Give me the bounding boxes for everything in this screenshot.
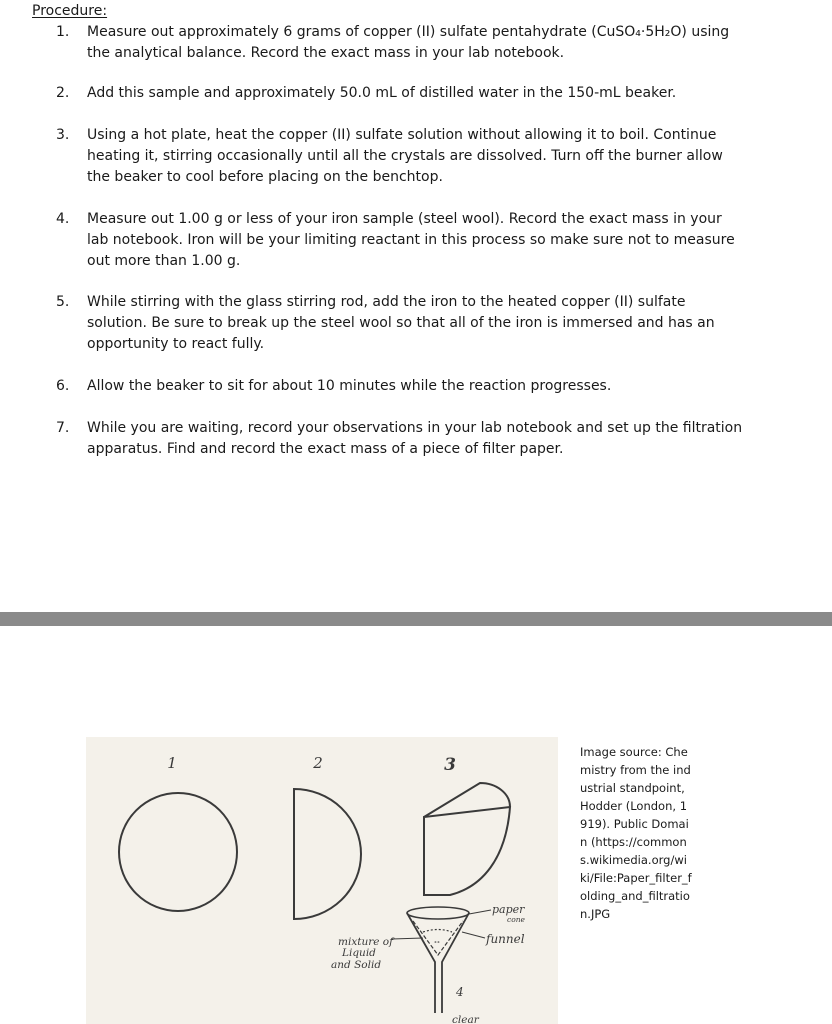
figure-label-funnel: funnel <box>486 932 525 946</box>
step-number: 7. <box>56 420 70 436</box>
page-divider <box>0 612 832 626</box>
step-text: Measure out approximately 6 grams of copper (II) sulfate pentahydrate (CuSO₄·5H₂O) using the analytical balance. Record the exact mass in your lab notebook. <box>87 24 730 61</box>
step-number: 5. <box>56 294 70 310</box>
figure-label-step-2: 2 <box>313 754 323 772</box>
filter-folding-figure <box>86 737 558 1024</box>
figure-label-mixture-line1: mixture of <box>338 936 393 948</box>
figure-label-mixture-line2: Liquid <box>342 947 376 959</box>
figure-label-step-3: 3 <box>444 755 456 775</box>
figure-label-clear: clear <box>452 1014 479 1024</box>
figure-label-mixture-line3: and Solid <box>331 959 382 971</box>
step-number: 3. <box>56 127 70 143</box>
step-text: Add this sample and approximately 50.0 mL of distilled water in the 150-mL beaker. <box>87 85 677 101</box>
figure-label-paper: paper <box>492 903 525 916</box>
procedure-heading: Procedure: <box>32 3 108 19</box>
step-text: Using a hot plate, heat the copper (II) sulfate solution without allowing it to boil. Continue heating it, stirring occasionally until all the crystals are dissolved. Turn off the burner allow the beaker to cool before placing on the benchtop. <box>87 127 723 185</box>
step-text: Measure out 1.00 g or less of your iron sample (steel wool). Record the exact mass in your lab notebook. Iron will be your limiting reactant in this process so make sure not to measure out more than 1.00 g. <box>87 211 735 269</box>
step-number: 1. <box>56 24 70 40</box>
figure-label-step-1: 1 <box>167 754 177 772</box>
figure-label-cone: cone <box>507 915 525 924</box>
step-number: 2. <box>56 85 70 101</box>
step-number: 6. <box>56 378 70 394</box>
figure-background <box>86 737 558 1024</box>
step-text: While stirring with the glass stirring rod, add the iron to the heated copper (II) sulfate solution. Be sure to break up the steel wool so that all of the iron is immersed and has an opportunity to react fully. <box>87 294 715 352</box>
step-text: While you are waiting, record your observations in your lab notebook and set up the filtration apparatus. Find and record the exact mass of a piece of filter paper. <box>87 420 743 457</box>
step-text: Allow the beaker to sit for about 10 minutes while the reaction progresses. <box>87 378 612 394</box>
step-number: 4. <box>56 211 70 227</box>
figure-label-step-4: 4 <box>456 985 464 999</box>
image-source-caption: Image source: Chemistry from the industrial standpoint, Hodder (London, 1919). Public Domain (https://commons.wikimedia.org/wiki/File:Paper_filter_folding_and_filtration.JPG <box>580 745 692 921</box>
svg-text:∘∘: ∘∘ <box>434 939 440 946</box>
